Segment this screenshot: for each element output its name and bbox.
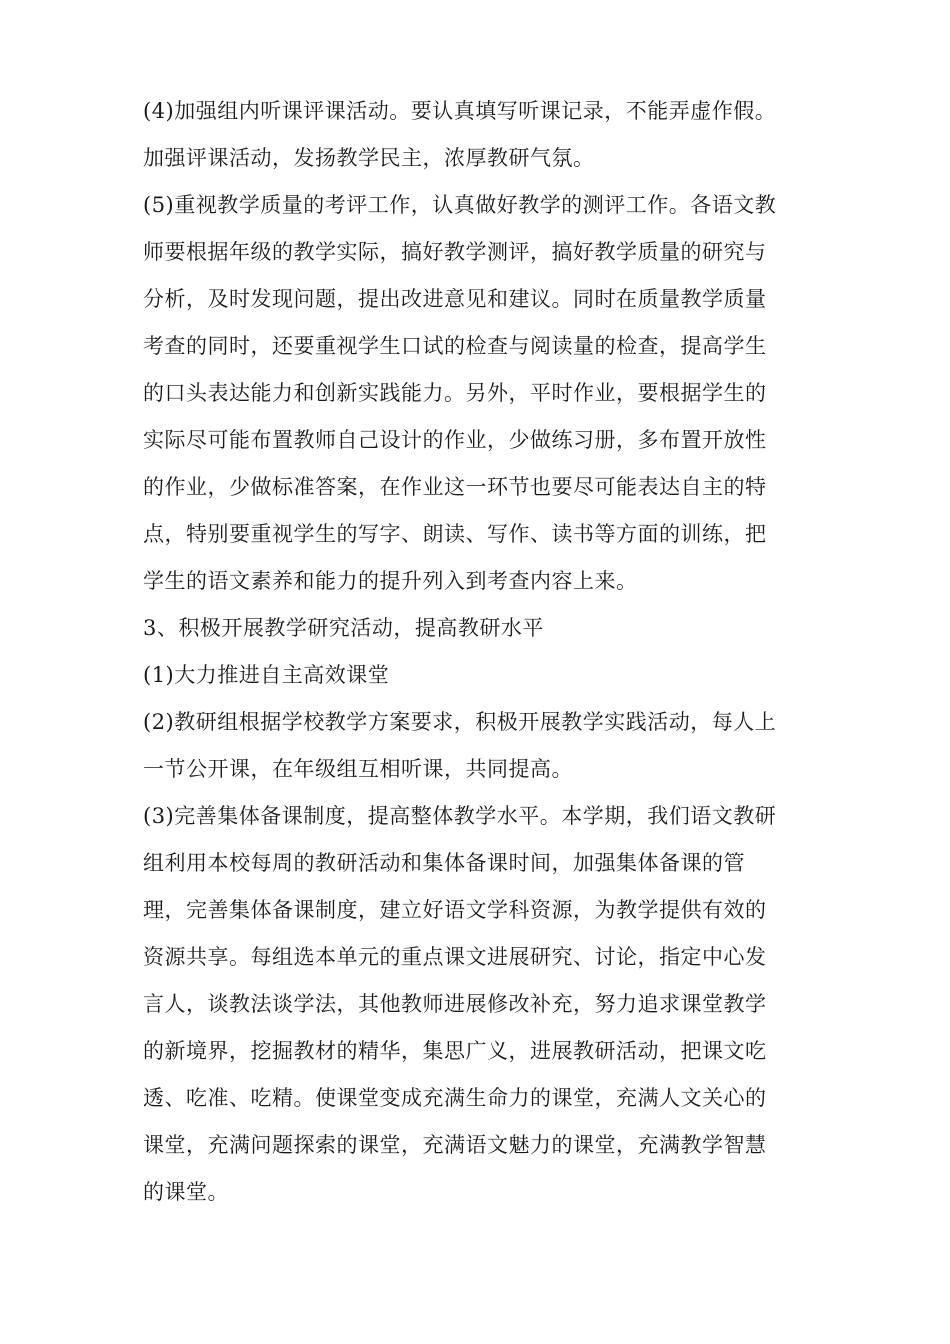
section-heading: 3、积极开展教学研究活动，提高教研水平: [143, 616, 544, 640]
text-line: 资源共享。每组选本单元的重点课文进展研究、讨论，指定中心发: [143, 945, 767, 969]
text-line: 实际尽可能布置教师自己设计的作业，少做练习册，多布置开放性: [143, 428, 767, 452]
text-line: 加强评课活动，发扬教学民主，浓厚教研气氛。: [143, 146, 595, 170]
text-line: 理，完善集体备课制度，建立好语文学科资源，为教学提供有效的: [143, 898, 767, 922]
text-line: 组利用本校每周的教研活动和集体备课时间，加强集体备课的管: [143, 851, 745, 875]
text-line: 课堂，充满问题探索的课堂，充满语文魅力的课堂，充满教学智慧: [143, 1133, 767, 1157]
text-line: 的口头表达能力和创新实践能力。另外，平时作业，要根据学生的: [143, 381, 767, 405]
text-line: 点，特别要重视学生的写字、朗读、写作、读书等方面的训练，把: [143, 522, 767, 546]
text-line: (1)大力推进自主高效课堂: [143, 663, 390, 687]
text-line: 学生的语文素养和能力的提升列入到考查内容上来。: [143, 569, 638, 593]
document-body: [143, 88, 815, 1216]
text-line: 一节公开课，在年级组互相听课，共同提高。: [143, 757, 573, 781]
text-line: (2)教研组根据学校教学方案要求，积极开展教学实践活动，每人上: [143, 710, 777, 734]
text-line: 分析，及时发现问题，提出改进意见和建议。同时在质量教学质量: [143, 287, 767, 311]
text-line: (4)加强组内听课评课活动。要认真填写听课记录，不能弄虚作假。: [143, 99, 777, 123]
text-line: 考查的同时，还要重视学生口试的检查与阅读量的检查，提高学生: [143, 334, 767, 358]
text-line: 透、吃准、吃精。使课堂变成充满生命力的课堂，充满人文关心的: [143, 1086, 767, 1110]
text-line: 的课堂。: [143, 1180, 229, 1204]
text-line: (3)完善集体备课制度，提高整体教学水平。本学期，我们语文教研: [143, 804, 777, 828]
text-line: 的作业，少做标准答案，在作业这一环节也要尽可能表达自主的特: [143, 475, 767, 499]
text-line: 言人，谈教法谈学法，其他教师进展修改补充，努力追求课堂教学: [143, 992, 767, 1016]
text-line: (5)重视教学质量的考评工作，认真做好教学的测评工作。各语文教: [143, 193, 777, 217]
text-line: 师要根据年级的教学实际，搞好教学测评，搞好教学质量的研究与: [143, 240, 767, 264]
text-line: 的新境界，挖掘教材的精华，集思广义，进展教研活动，把课文吃: [143, 1039, 767, 1063]
